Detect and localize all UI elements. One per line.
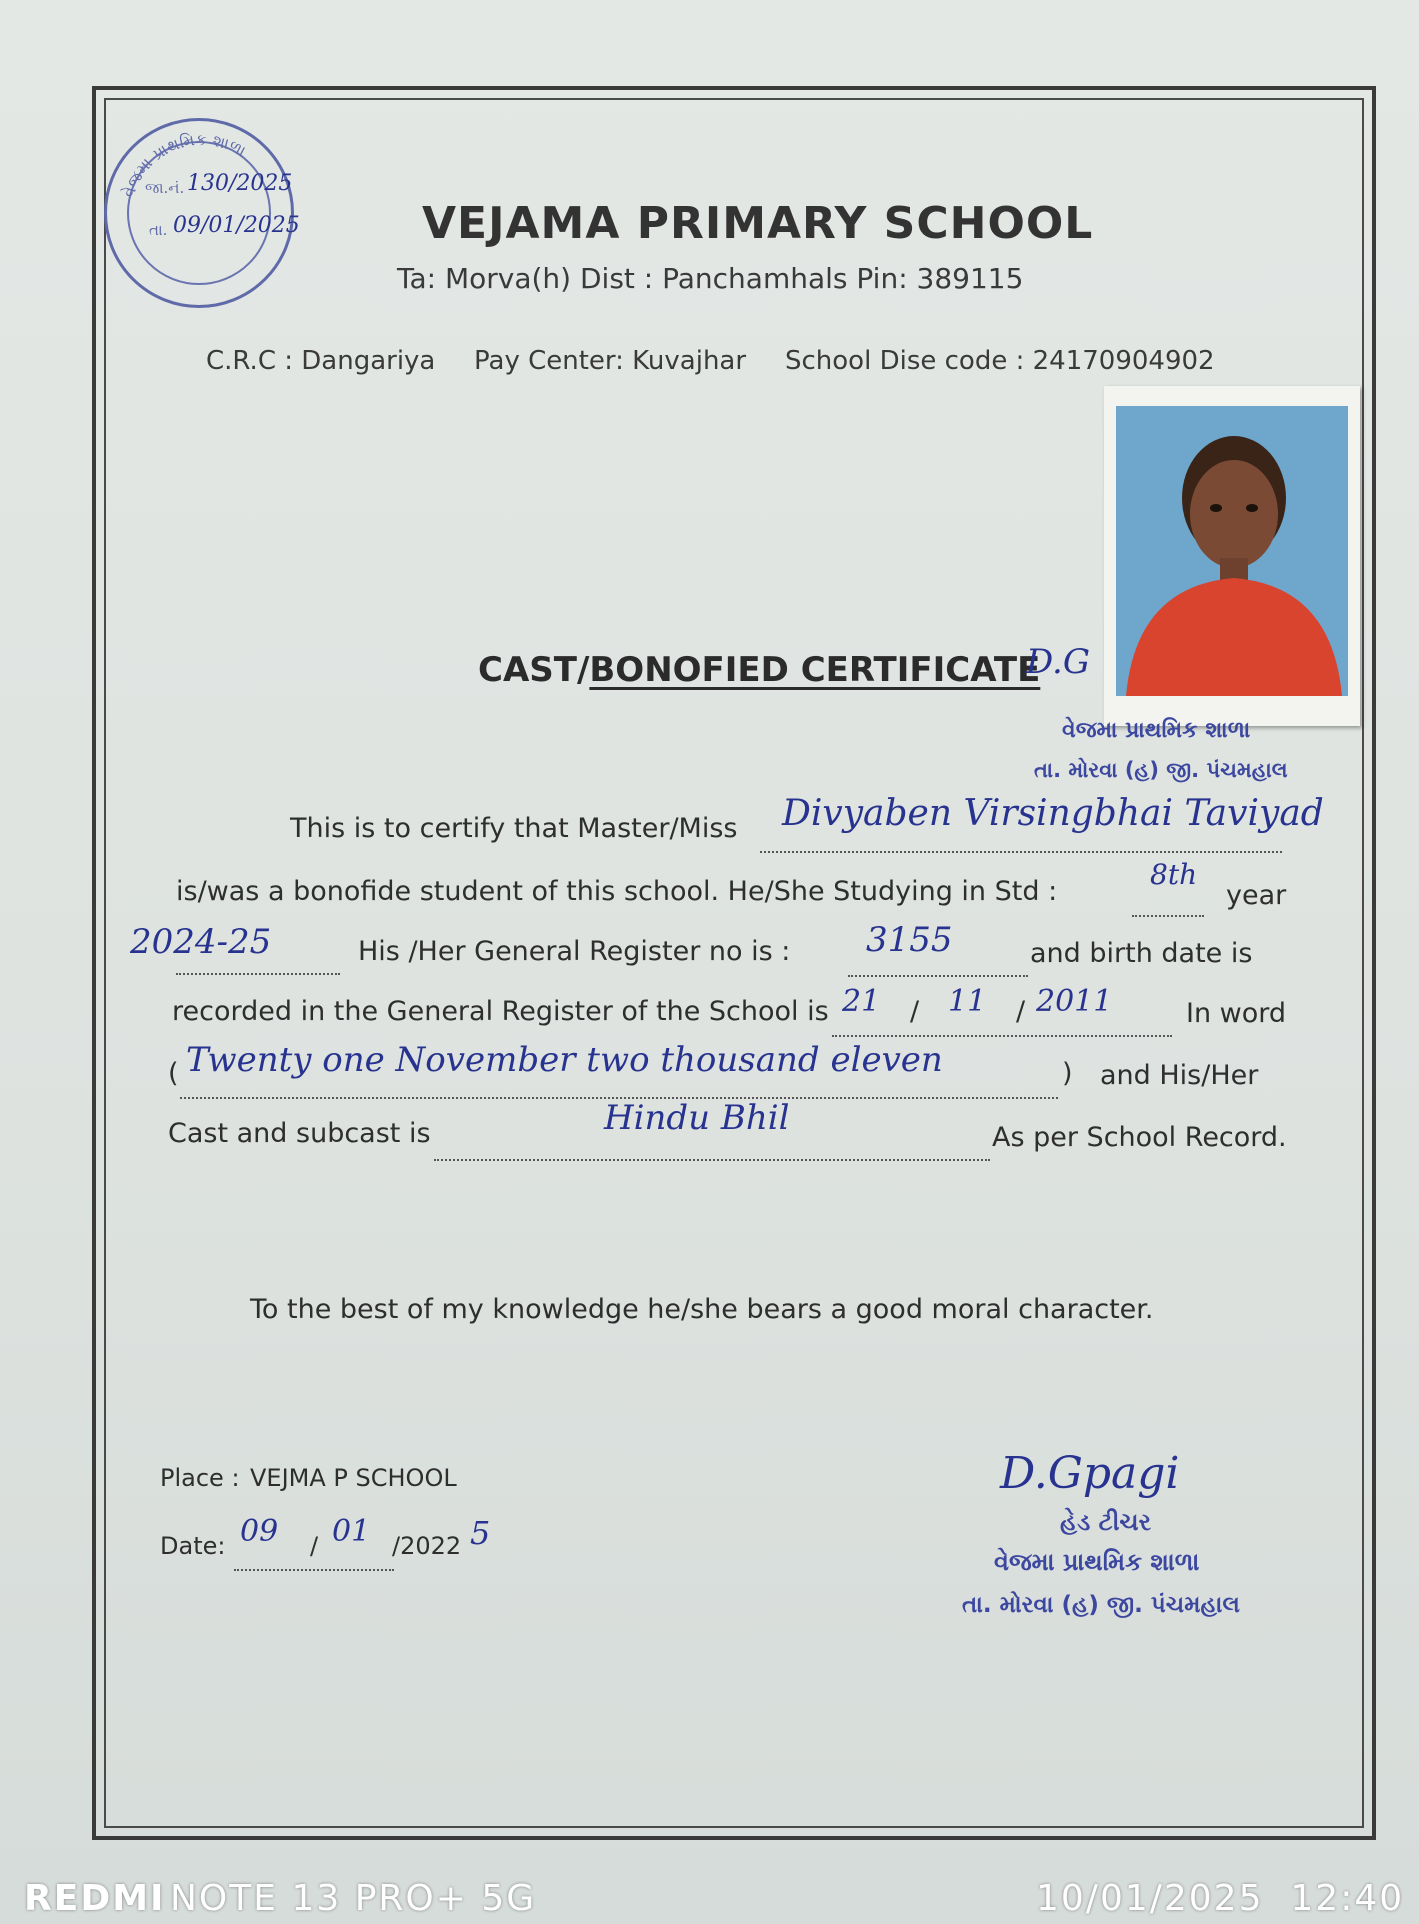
line4-inword-label: In word — [1186, 998, 1287, 1029]
year-dotted-line — [176, 960, 340, 979]
register-dotted-line — [848, 962, 1028, 981]
birth-month: 11 — [948, 984, 987, 1019]
line2-label: is/was a bonofide student of this school. He/She Studying in Std : — [176, 876, 1058, 907]
place-label: Place : — [160, 1464, 240, 1492]
signature-address: તા. મોરવા (હ) જી. પંચમહાલ — [962, 1592, 1240, 1618]
caste-value: Hindu Bhil — [604, 1098, 790, 1138]
line4-label: recorded in the General Register of the School is — [172, 996, 829, 1027]
line2-year-label: year — [1226, 880, 1287, 911]
photo-seal-address: તા. મોરવા (હ) જી. પંચમહાલ — [1034, 758, 1288, 782]
date-year-printed: /2022 — [392, 1532, 462, 1560]
name-dotted-line — [760, 838, 1282, 857]
date-day: 09 — [240, 1514, 279, 1549]
date-year-handwritten: 5 — [470, 1514, 491, 1552]
date-month: 01 — [332, 1514, 371, 1549]
photo-signature: D.G — [1026, 642, 1091, 682]
line3-label: His /Her General Register no is : — [358, 936, 791, 967]
pay-center-info: Pay Center: Kuvajhar — [474, 346, 747, 376]
student-name: Divyaben Virsingbhai Taviyad — [782, 793, 1324, 834]
crc-info: C.R.C : Dangariya — [206, 346, 436, 376]
school-address: Ta: Morva(h) Dist : Panchamhals Pin: 389115 — [397, 262, 1024, 295]
line1-label: This is to certify that Master/Miss — [290, 813, 738, 844]
register-number: 3155 — [866, 920, 953, 960]
school-round-stamp — [104, 118, 300, 308]
dise-code-info: School Dise code : 24170904902 — [785, 346, 1215, 376]
birthdate-dotted-line — [832, 1022, 1172, 1041]
open-paren: ( — [168, 1058, 179, 1089]
caste-dotted-line — [434, 1146, 990, 1165]
birth-separator-1: / — [910, 996, 920, 1027]
birth-year: 2011 — [1036, 984, 1113, 1019]
student-photo — [1104, 386, 1360, 726]
line6-record-label: As per School Record. — [992, 1122, 1287, 1153]
line3-birth-label: and birth date is — [1030, 938, 1253, 969]
designation: હેડ ટીચર — [1060, 1508, 1152, 1536]
date-label: Date: — [160, 1532, 226, 1560]
place-value: VEJMA P SCHOOL — [250, 1464, 457, 1492]
headteacher-signature: D.Gpagi — [1000, 1448, 1180, 1499]
close-paren: ) — [1062, 1058, 1073, 1089]
stamp-date-label: તા. — [149, 221, 168, 239]
academic-year: 2024-25 — [130, 922, 272, 962]
stamp-date-value: 09/01/2025 — [173, 213, 300, 238]
birth-separator-2: / — [1016, 996, 1026, 1027]
date-separator: / — [310, 1532, 319, 1560]
certificate-title-prefix: CAST/ — [478, 650, 590, 690]
character-statement: To the best of my knowledge he/she bears a good moral character. — [250, 1294, 1154, 1325]
line6-label: Cast and subcast is — [168, 1118, 431, 1149]
std-value: 8th — [1150, 858, 1198, 891]
photo-background — [1116, 406, 1348, 696]
line5-label: and His/Her — [1100, 1060, 1259, 1091]
photo-seal-school: વેજમા પ્રાથમિક શાળા — [1062, 718, 1251, 743]
stamp-jan-label: જા.નં. — [145, 179, 185, 197]
certificate-title — [478, 650, 1040, 690]
watermark-model: NOTE 13 PRO+ 5G — [170, 1878, 537, 1919]
birth-day: 21 — [842, 984, 881, 1019]
school-name: VEJAMA PRIMARY SCHOOL — [422, 198, 1094, 249]
certificate-title-underlined: BONOFIED CERTIFICATE — [589, 650, 1041, 690]
watermark-datetime: 10/01/2025 12:40 — [1036, 1878, 1405, 1919]
stamp-jan-value: 130/2025 — [187, 171, 293, 196]
student-portrait-icon — [1116, 406, 1348, 696]
birth-date-in-words: Twenty one November two thousand eleven — [186, 1040, 943, 1080]
camera-watermark-bar — [0, 1868, 1419, 1924]
stamp-outer-text: વેજમા પ્રાથમિક શાળા — [118, 129, 250, 200]
signature-school: વેજમા પ્રાથમિક શાળા — [994, 1548, 1200, 1576]
std-dotted-line — [1132, 902, 1204, 921]
watermark-brand: REDMI — [24, 1878, 166, 1919]
